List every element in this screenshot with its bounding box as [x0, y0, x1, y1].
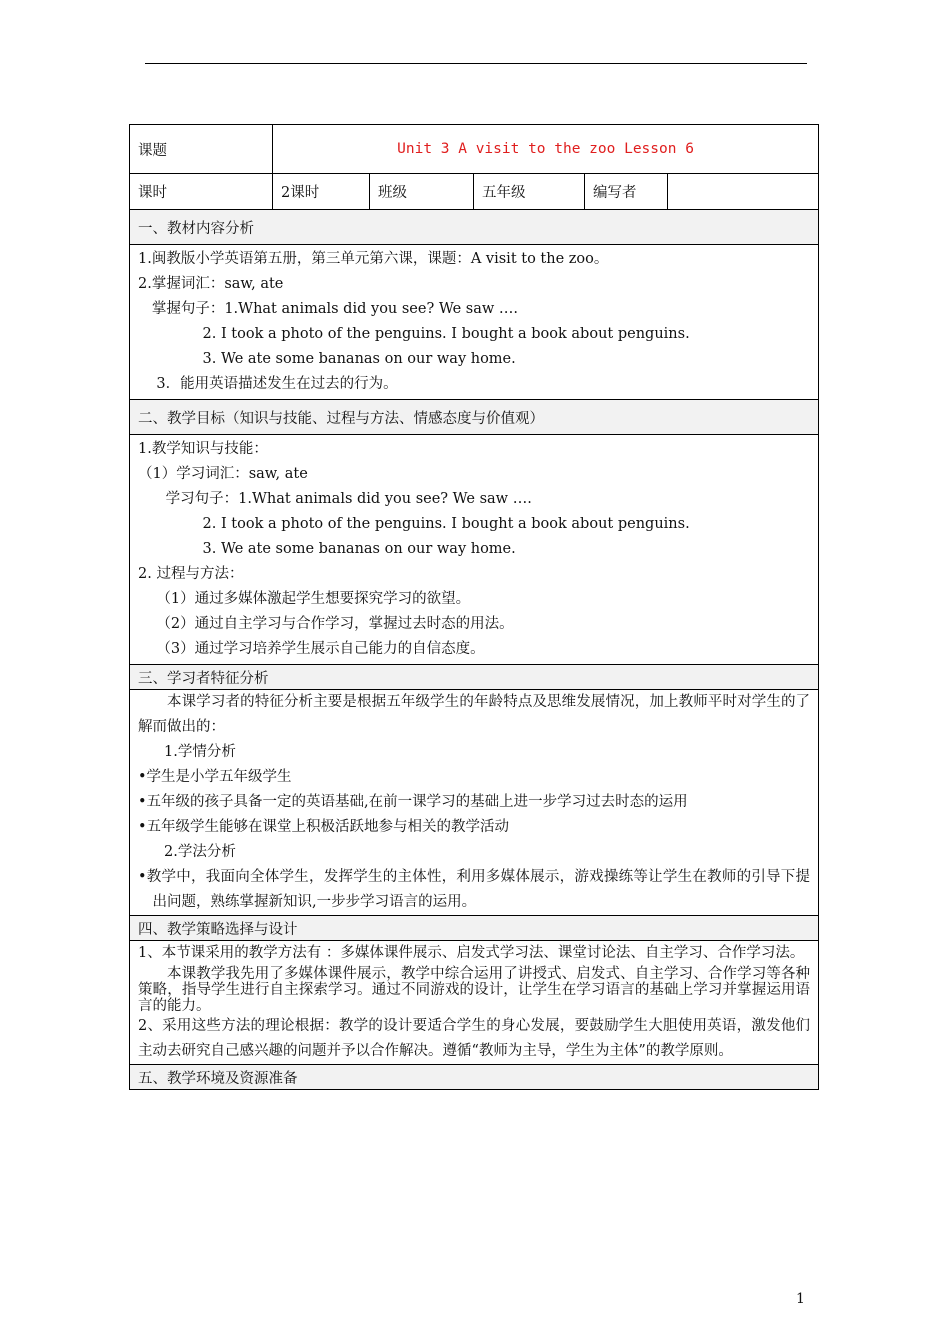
s1-line-5: 3. We ate some bananas on our way home. [138, 351, 516, 367]
section2-heading: 二、教学目标（知识与技能、过程与方法、情感态度与价值观） [130, 400, 819, 435]
s3-sub1: 1.学情分析 [164, 744, 236, 760]
class-value: 五年级 [474, 174, 585, 210]
page-number: 1 [796, 1291, 805, 1307]
s2-line-2: （1）学习词汇：saw, ate [138, 466, 308, 482]
lesson-plan-table [129, 124, 819, 1090]
s2-line-7: （1）通过多媒体激起学生想要探究学习的欲望。 [138, 591, 471, 607]
title-row [130, 125, 819, 174]
s2-line-9: （3）通过学习培养学生展示自己能力的自信态度。 [138, 641, 485, 657]
header-rule [145, 63, 807, 64]
section3-heading: 三、学习者特征分析 [130, 665, 819, 690]
s2-line-8: （2）通过自主学习与合作学习，掌握过去时态的用法。 [138, 616, 514, 632]
s4-para-3: 2、采用这些方法的理论根据：教学的设计要适合学生的身心发展，要鼓励学生大胆使用英语，激发他们主动去研究自己感兴趣的问题并予以合作解决。遵循“教师为主导，学生为主体”的教学原则。 [138, 1018, 811, 1059]
class-label: 班级 [370, 174, 474, 210]
s4-para-2: 本课教学我先用了多媒体课件展示，教学中综合运用了讲授式、启发式、自主学习、合作学习等各种策略，指导学生进行自主探索学习。通过不同游戏的设计，让学生在学习语言的基础上学习并掌握运用语言的能力。 [138, 966, 811, 1014]
period-label: 课时 [130, 174, 273, 210]
meta-row [130, 174, 819, 210]
section5-heading: 五、教学环境及资源准备 [130, 1065, 819, 1090]
s3-sub2: 2.学法分析 [164, 844, 236, 860]
s1-line-4: 2. I took a photo of the penguins. I bought a book about penguins. [138, 326, 690, 342]
s2-line-3: 学习句子：1.What animals did you see? We saw …. [138, 491, 532, 507]
author-label: 编写者 [585, 174, 668, 210]
s3-bullet-4: •教学中，我面向全体学生，发挥学生的主体性，利用多媒体展示，游戏操练等让学生在教师的引导下提出问题，熟练掌握新知识,一步步学习语言的运用。 [138, 869, 811, 910]
topic-label: 课题 [130, 125, 273, 174]
s2-line-5: 3. We ate some bananas on our way home. [138, 541, 516, 557]
period-value: 2课时 [273, 174, 370, 210]
s4-para-1: 1、本节课采用的教学方法有 ：多媒体课件展示、启发式学习法、课堂讨论法、自主学习、合作学习法。 [138, 945, 805, 961]
s1-line-3: 掌握句子：1.What animals did you see? We saw …. [138, 301, 518, 317]
s1-line-2: 2.掌握词汇：saw, ate [138, 276, 284, 292]
s2-line-6: 2. 过程与方法： [138, 566, 244, 582]
s2-line-1: 1.教学知识与技能： [138, 441, 268, 457]
s3-intro: 本课学习者的特征分析主要是根据五年级学生的年龄特点及思维发展情况，加上教师平时对学生的了解而做出的： [138, 694, 811, 735]
author-value [668, 174, 819, 210]
s3-bullet-1: •学生是小学五年级学生 [138, 769, 292, 785]
s3-bullet-3: •五年级学生能够在课堂上积极活跃地参与相关的教学活动 [138, 819, 510, 835]
s1-line-1: 1.闽教版小学英语第五册，第三单元第六课，课题：A visit to the zoo。 [138, 251, 609, 267]
section4-body [130, 941, 819, 1065]
section1-body [130, 245, 819, 400]
section3-body [130, 690, 819, 916]
lesson-title: Unit 3 A visit to the zoo Lesson 6 [273, 125, 819, 174]
section4-heading: 四、教学策略选择与设计 [130, 916, 819, 941]
s3-bullet-2: •五年级的孩子具备一定的英语基础,在前一课学习的基础上进一步学习过去时态的运用 [138, 794, 688, 810]
section1-heading: 一、教材内容分析 [130, 210, 819, 245]
s2-line-4: 2. I took a photo of the penguins. I bought a book about penguins. [138, 516, 690, 532]
section2-body [130, 435, 819, 665]
s1-line-6: 3．能用英语描述发生在过去的行为。 [138, 376, 398, 392]
